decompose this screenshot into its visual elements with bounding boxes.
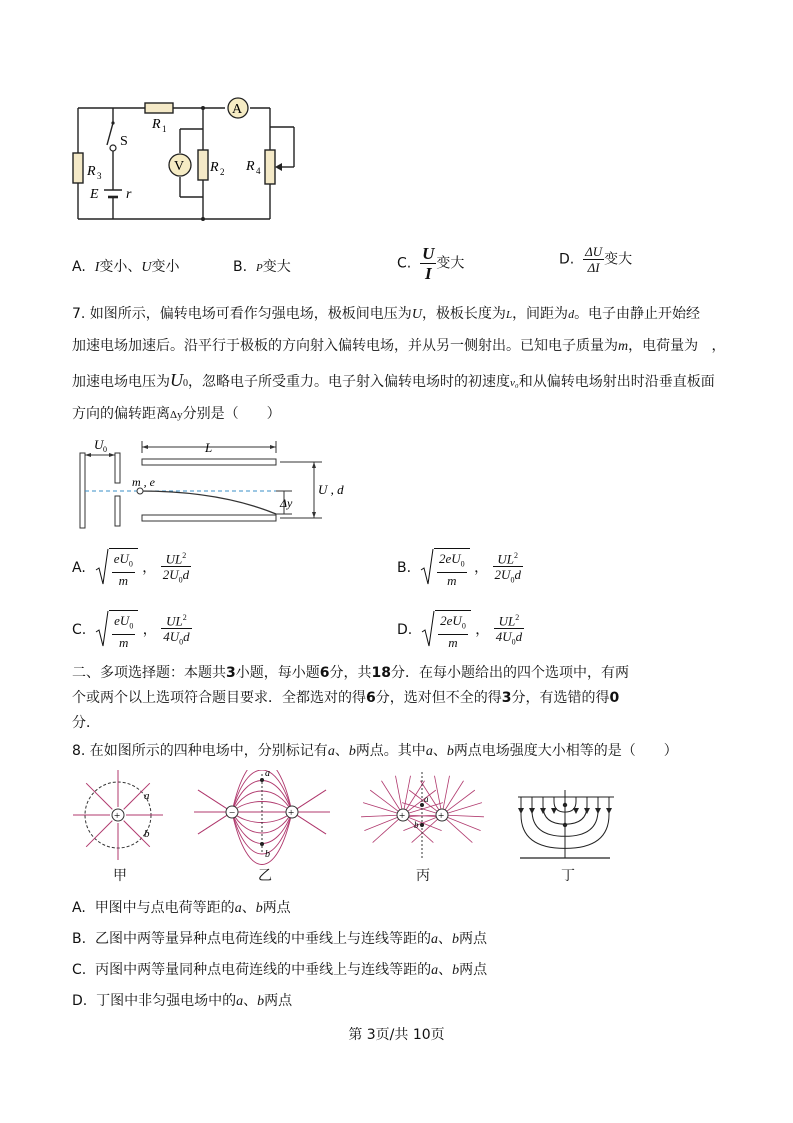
svg-text:Δy: Δy — [280, 496, 293, 510]
q7-option-a[interactable]: A. $\frac{eU_0}{m}$ ， $\frac{UL^2}{2U_0d}$ — [72, 548, 191, 592]
fig-jia-label: 甲 — [113, 868, 127, 884]
q7-line-4: 方向的偏转距离Δy分别是（ ） — [72, 406, 281, 422]
q7-line-1: 7. 如图所示，偏转电场可看作匀强电场，极板间电压为U，极板长度为L，间距为d。电子由静止开始经 — [72, 306, 701, 322]
charge-plus-1: + — [114, 810, 121, 822]
q7-line-3: 加速电场电压为U0，忽略电子所受重力。电子射入偏转电场时的初速度v₀和从偏转电场射出时沿垂直板面 — [72, 370, 715, 390]
q7-option-c[interactable]: C. $\frac{eU_0}{m}$ ， $\frac{UL^2}{4U_0d}$ — [72, 610, 192, 654]
svg-text:a: a — [265, 770, 270, 779]
circuit-diagram — [70, 95, 310, 230]
r3-sub: 3 — [97, 171, 102, 181]
q7-option-b[interactable]: B. $\frac{2eU_0}{m}$ ， $\frac{UL^2}{2U_0d}$ — [397, 548, 523, 592]
svg-text:0: 0 — [103, 445, 107, 454]
r2-label: R — [210, 160, 219, 175]
switch-label: S — [120, 134, 128, 149]
svg-text:L: L — [205, 440, 213, 455]
r1-label: R — [152, 117, 161, 132]
deflection-diagram — [70, 436, 355, 536]
fig-yi-label: 乙 — [258, 868, 272, 884]
svg-text:b: b — [144, 828, 150, 840]
q8-option-d[interactable]: D. 丁图中非匀强电场中的a、b两点 — [72, 993, 293, 1009]
section2-line-3: 分． — [72, 715, 100, 731]
svg-text:U , d: U , d — [318, 482, 344, 497]
svg-text:m , e: m , e — [132, 475, 155, 489]
r4-label: R — [246, 159, 255, 174]
charge-plus-2: + — [288, 807, 295, 819]
svg-text:b: b — [414, 820, 419, 830]
r4-sub: 4 — [256, 166, 261, 176]
svg-text:−: − — [229, 807, 236, 819]
page-footer: 第 3页/共 10页 — [348, 1027, 445, 1043]
fig-bing-label: 丙 — [416, 868, 430, 884]
internal-r-label: r — [126, 187, 132, 202]
field-diagrams — [70, 770, 630, 888]
section2-line-1: 二、多项选择题：本题共3小题，每小题6分，共18分．在每小题给出的四个选项中，有两 — [72, 665, 629, 681]
svg-text:b: b — [265, 849, 270, 860]
voltmeter-label: V — [174, 159, 185, 174]
r1-sub: 1 — [162, 124, 167, 134]
q7-line-2: 加速电场加速后。沿平行于极板的方向射入偏转电场，并从另一侧射出。已知电子质量为m，电荷量为 ， — [72, 338, 726, 354]
ammeter-label: A — [232, 102, 243, 117]
q8-option-a[interactable]: A. 甲图中与点电荷等距的a、b两点 — [72, 900, 291, 916]
q8-stem: 8. 在如图所示的四种电场中，分别标记有a、b两点。其中a、b两点电场强度大小相等的是（ ） — [72, 743, 678, 759]
q6-option-b[interactable]: B. P变大 — [233, 259, 291, 275]
q6-option-a[interactable]: A. I变小、U变小 — [72, 259, 180, 275]
svg-text:+: + — [399, 810, 406, 822]
q7-option-d[interactable]: D. $\frac{2eU_0}{m}$ ， $\frac{UL^2}{4U_0d}$ — [397, 610, 524, 654]
svg-text:+: + — [438, 810, 445, 822]
svg-text:U: U — [94, 437, 104, 452]
svg-text:a: a — [424, 794, 429, 804]
section2-line-2: 个或两个以上选项符合题目要求．全都选对的得6分，选对但不全的得3分，有选错的得0 — [72, 690, 620, 706]
emf-label: E — [90, 187, 99, 202]
r3-label: R — [87, 164, 96, 179]
svg-text:a: a — [144, 790, 150, 802]
fig-ding-label: 丁 — [561, 868, 575, 884]
r2-sub: 2 — [220, 167, 225, 177]
q8-option-b[interactable]: B. 乙图中两等量异种点电荷连线的中垂线上与连线等距的a、b两点 — [72, 931, 487, 947]
q6-option-d[interactable]: D. $\frac{\Delta U}{\Delta I}$ 变大 — [559, 244, 633, 275]
q6-option-c[interactable]: C. $\frac{U}{I}$ 变大 — [397, 244, 465, 283]
q8-option-c[interactable]: C. 丙图中两等量同种点电荷连线的中垂线上与连线等距的a、b两点 — [72, 962, 488, 978]
